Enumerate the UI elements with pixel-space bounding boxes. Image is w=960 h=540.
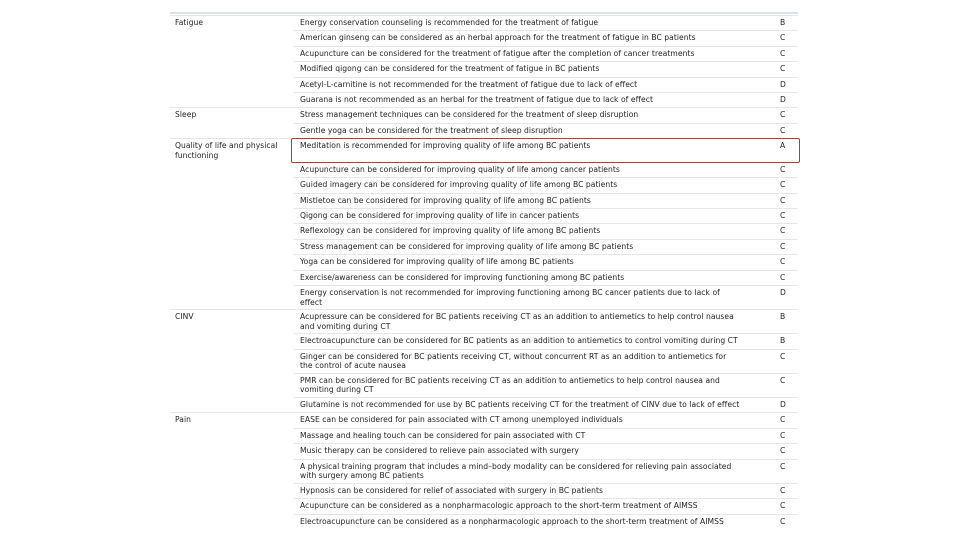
recommendation-text: Acupuncture can be considered for improving quality of life among cancer patients (294, 162, 780, 177)
evidence-grade: C (780, 31, 798, 46)
evidence-grade: D (780, 398, 798, 413)
recommendation-text: Gentle yoga can be considered for the treatment of sleep disruption (294, 123, 780, 138)
table-row (170, 224, 798, 239)
table-row (170, 162, 798, 177)
category-label: Sleep (170, 108, 294, 123)
category-label: Pain (170, 413, 294, 428)
evidence-grade: D (780, 285, 798, 309)
table-row (170, 285, 798, 309)
evidence-grade: C (780, 483, 798, 498)
recommendation-text: Energy conservation counseling is recommended for the treatment of fatigue (294, 16, 780, 31)
evidence-grade: C (780, 373, 798, 397)
table-row (170, 239, 798, 254)
category-label: Quality of life and physical functioning (170, 139, 294, 163)
category-cell-empty (170, 428, 294, 443)
recommendation-text: Reflexology can be considered for improving quality of life among BC patients (294, 224, 780, 239)
evidence-grade: C (780, 224, 798, 239)
evidence-grade: C (780, 428, 798, 443)
table-row (170, 255, 798, 270)
table-row (170, 428, 798, 443)
evidence-grade: C (780, 239, 798, 254)
category-cell-empty (170, 193, 294, 208)
category-cell-empty (170, 92, 294, 107)
evidence-grade: C (780, 193, 798, 208)
category-cell-empty (170, 224, 294, 239)
table-row (170, 310, 798, 334)
evidence-grade: C (780, 46, 798, 61)
recommendation-text: PMR can be considered for BC patients receiving CT as an addition to antiemetics to help control nausea and vomiting during CT (294, 373, 780, 397)
evidence-grade: C (780, 255, 798, 270)
category-cell-empty (170, 334, 294, 349)
table-row (170, 31, 798, 46)
category-cell-empty (170, 62, 294, 77)
table-row (170, 108, 798, 123)
table-row (170, 62, 798, 77)
evidence-grade: C (780, 459, 798, 483)
recommendation-text: Qigong can be considered for improving quality of life in cancer patients (294, 208, 780, 223)
recommendation-text: A physical training program that includes a mind–body modality can be considered for relieving pain associated with surgery among BC patients (294, 459, 780, 483)
category-cell-empty (170, 208, 294, 223)
table-row (170, 123, 798, 138)
category-cell-empty (170, 270, 294, 285)
recommendation-text: Mistletoe can be considered for improving quality of life among BC patients (294, 193, 780, 208)
recommendation-text: Stress management techniques can be considered for the treatment of sleep disruption (294, 108, 780, 123)
category-cell-empty (170, 255, 294, 270)
category-label: Fatigue (170, 16, 294, 31)
category-cell-empty (170, 46, 294, 61)
recommendation-text: Acetyl-L-carnitine is not recommended for the treatment of fatigue due to lack of effect (294, 77, 780, 92)
evidence-grade: C (780, 108, 798, 123)
table-row (170, 444, 798, 459)
table-row (170, 483, 798, 498)
evidence-grade: C (780, 162, 798, 177)
evidence-grade: C (780, 444, 798, 459)
evidence-grade: C (780, 270, 798, 285)
recommendation-text: Exercise/awareness can be considered for improving functioning among BC patients (294, 270, 780, 285)
recommendation-text: Acupuncture can be considered as a nonpharmacologic approach to the short-term treatment of AIMSS (294, 499, 780, 514)
evidence-grade: A (780, 139, 798, 163)
category-cell-empty (170, 398, 294, 413)
recommendation-text: Ginger can be considered for BC patients receiving CT, without concurrent RT as an addition to antiemetics for the control of acute nausea (294, 349, 780, 373)
category-cell-empty (170, 162, 294, 177)
category-cell-empty (170, 178, 294, 193)
table-row (170, 398, 798, 413)
recommendation-text: Acupuncture can be considered for the treatment of fatigue after the completion of cancer treatments (294, 46, 780, 61)
evidence-grade: C (780, 413, 798, 428)
evidence-grade: B (780, 334, 798, 349)
recommendation-text: EASE can be considered for pain associated with CT among unemployed individuals (294, 413, 780, 428)
table-row (170, 46, 798, 61)
category-cell-empty (170, 514, 294, 529)
recommendation-text: Electroacupuncture can be considered for BC patients as an addition to antiemetics to control vomiting during CT (294, 334, 780, 349)
evidence-grade: C (780, 123, 798, 138)
recommendation-text: Glutamine is not recommended for use by BC patients receiving CT for the treatment of CINV due to lack of effect (294, 398, 780, 413)
category-cell-empty (170, 285, 294, 309)
table-row (170, 270, 798, 285)
table-row (170, 92, 798, 107)
table-row (170, 193, 798, 208)
evidence-grade: C (780, 208, 798, 223)
category-cell-empty (170, 499, 294, 514)
table-row-highlighted (170, 139, 798, 163)
recommendations-table-container (170, 12, 798, 529)
category-cell-empty (170, 31, 294, 46)
table-row (170, 77, 798, 92)
table-row (170, 16, 798, 31)
category-cell-empty (170, 444, 294, 459)
recommendation-text: Energy conservation is not recommended for improving functioning among BC cancer patients due to lack of effect (294, 285, 780, 309)
evidence-grade: C (780, 499, 798, 514)
recommendation-text: Modified qigong can be considered for the treatment of fatigue in BC patients (294, 62, 780, 77)
table-row (170, 208, 798, 223)
category-cell-empty (170, 373, 294, 397)
recommendation-text: Guarana is not recommended as an herbal for the treatment of fatigue due to lack of effect (294, 92, 780, 107)
recommendation-text: Stress management can be considered for improving quality of life among BC patients (294, 239, 780, 254)
table-row (170, 178, 798, 193)
recommendation-text: Hypnosis can be considered for relief of associated with surgery in BC patients (294, 483, 780, 498)
table-row (170, 459, 798, 483)
table-row (170, 514, 798, 529)
category-cell-empty (170, 239, 294, 254)
recommendation-text: Electroacupuncture can be considered as a nonpharmacologic approach to the short-term treatment of AIMSS (294, 514, 780, 529)
category-cell-empty (170, 483, 294, 498)
recommendation-text: Yoga can be considered for improving quality of life among BC patients (294, 255, 780, 270)
recommendation-text: Guided imagery can be considered for improving quality of life among BC patients (294, 178, 780, 193)
category-label: CINV (170, 310, 294, 334)
category-cell-empty (170, 77, 294, 92)
category-cell-empty (170, 349, 294, 373)
evidence-grade: C (780, 514, 798, 529)
recommendation-text: Massage and healing touch can be considered for pain associated with CT (294, 428, 780, 443)
evidence-grade: B (780, 16, 798, 31)
table-row (170, 373, 798, 397)
table-row (170, 349, 798, 373)
table-top-rule (170, 12, 798, 14)
table-body (170, 16, 798, 530)
table-row (170, 499, 798, 514)
recommendations-table (170, 15, 798, 529)
evidence-grade: C (780, 178, 798, 193)
evidence-grade: D (780, 92, 798, 107)
recommendation-text: Meditation is recommended for improving quality of life among BC patients (294, 139, 780, 163)
recommendation-text: Acupressure can be considered for BC patients receiving CT as an addition to antiemetics to help control nausea and vomiting during CT (294, 310, 780, 334)
evidence-grade: B (780, 310, 798, 334)
category-cell-empty (170, 123, 294, 138)
recommendation-text: American ginseng can be considered as an herbal approach for the treatment of fatigue in BC patients (294, 31, 780, 46)
table-row (170, 413, 798, 428)
category-cell-empty (170, 459, 294, 483)
recommendation-text: Music therapy can be considered to relieve pain associated with surgery (294, 444, 780, 459)
evidence-grade: C (780, 349, 798, 373)
table-row (170, 334, 798, 349)
evidence-grade: C (780, 62, 798, 77)
evidence-grade: D (780, 77, 798, 92)
